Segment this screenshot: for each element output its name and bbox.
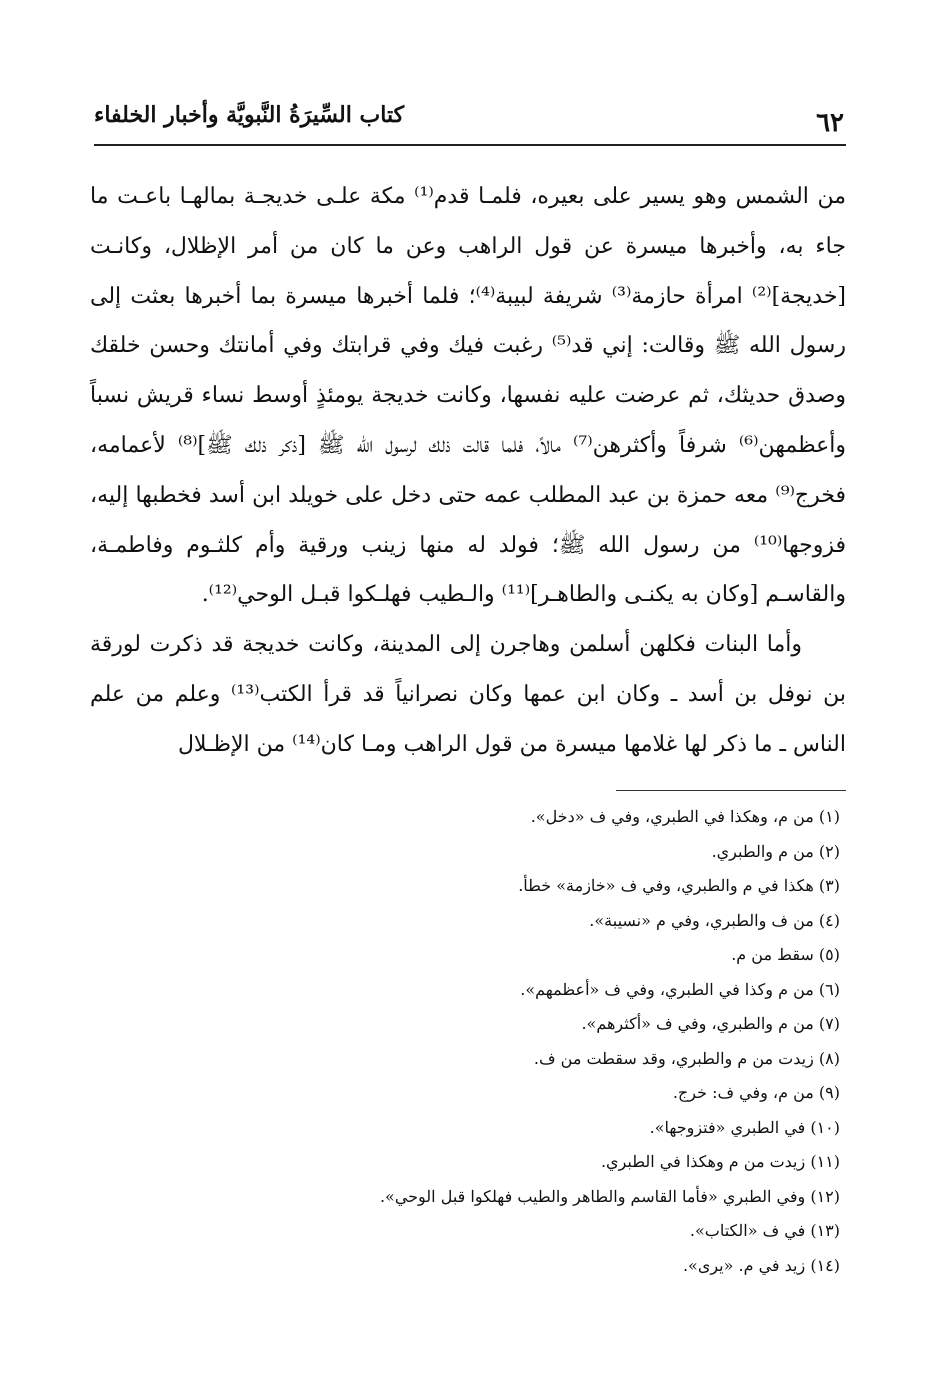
footnote-14: (١٤) زيد في م. «يرى». xyxy=(682,1255,840,1275)
footnote-6: (٦) من م وكذا في الطبري، وفي ف «أعظمهم». xyxy=(520,979,840,999)
footnote-11: (١١) زيدت من م وهكذا في الطبري. xyxy=(600,1152,840,1171)
page-number: ٦٢ xyxy=(816,108,844,138)
footnote-3: (٣) هكذا في م والطبري، وفي ف «خازمة» خطأ. xyxy=(518,876,840,895)
paragraph-1: من الشمس وهو يسير على بعيره، فلمـا قدم⁽¹⁾ مكة علـى خديجـة بمالهـا باعـت ما جاء به، وأخبرها ميسرة عن قول الراهب وعن ما كان من أمر الإظلال، وكانـت [خديجة]⁽²⁾ امرأة حازمة⁽³⁾ شريفة لبيبة⁽⁴⁾؛ فلما أخبرها ميسرة بما أخبرها بعثت إلى رسول الله ﷺ وقالت: إني قد⁽⁵⁾ رغبت فيك وفي قرابتك وفي أمانتك وحسن خلقك وصدق حديثك، ثم عرضت عليه نفسها، وكانت خديجة يومئذٍ أوسط نساء قريش نسباً وأعظمهن⁽⁶⁾ شرفاً وأكثرهن⁽⁷⁾ مالاً، فلما قالت ذلك لرسول الله ﷺ [ذكر ذلك ﷺ]⁽⁸⁾ لأعمامه، فخرج⁽⁹⁾ معه حمزة بن عبد المطلب عمه حتى دخل على خويلد ابن أسد فخطبها إليه، فزوجها⁽¹⁰⁾ من رسول الله ﷺ؛ فولد له منها زينب ورقية وأم كلثـوم وفاطمـة، والقاسـم [وكان به يكنـى والطاهـر]⁽¹¹⁾ والـطيب فهلـكوا قبـل الوحي⁽¹²⁾. xyxy=(90,184,847,608)
main-text xyxy=(90,172,846,770)
footnote-13: (١٣) في ف «الكتاب». xyxy=(689,1221,840,1240)
running-title: كتاب السِّيرَةُ النَّبويَّة وأخبار الخلفاء xyxy=(94,102,405,128)
footnote-7: (٧) من م والطبري، وفي ف «أكثرهم». xyxy=(581,1014,840,1033)
header-rule xyxy=(94,144,846,146)
page-header xyxy=(94,96,846,146)
footnotes xyxy=(160,800,840,1283)
footnote-2: (٢) من م والطبري. xyxy=(711,841,840,861)
paragraph-2: وأما البنات فكلهن أسلمن وهاجرن إلى المدينة، وكانت خديجة قد ذكرت لورقة بن نوفل بن أسد ـ وكان ابن عمها وكان نصرانياً قد قرأ الكتب⁽¹³⁾ وعلم من علم الناس ـ ما ذكر لها غلامها ميسرة من قول الراهب ومـا كان⁽¹⁴⁾ من الإظـلال xyxy=(90,632,846,757)
footnote-4: (٤) من ف والطبري، وفي م «نسيبة». xyxy=(589,910,840,930)
footnote-5: (٥) سقط من م. xyxy=(731,945,840,964)
footnote-8: (٨) زيدت من م والطبري، وقد سقطت من ف. xyxy=(533,1048,840,1068)
footnote-1: (١) من م، وهكذا في الطبري، وفي ف «دخل». xyxy=(530,807,840,826)
footnote-separator xyxy=(616,790,846,791)
footnote-12: (١٢) وفي الطبري «فأما القاسم والطاهر والطيب فهلكوا قبل الوحي». xyxy=(379,1186,840,1206)
footnote-9: (٩) من م، وفي ف: خرج. xyxy=(672,1083,840,1102)
footnote-10: (١٠) في الطبري «فتزوجها». xyxy=(649,1117,840,1137)
